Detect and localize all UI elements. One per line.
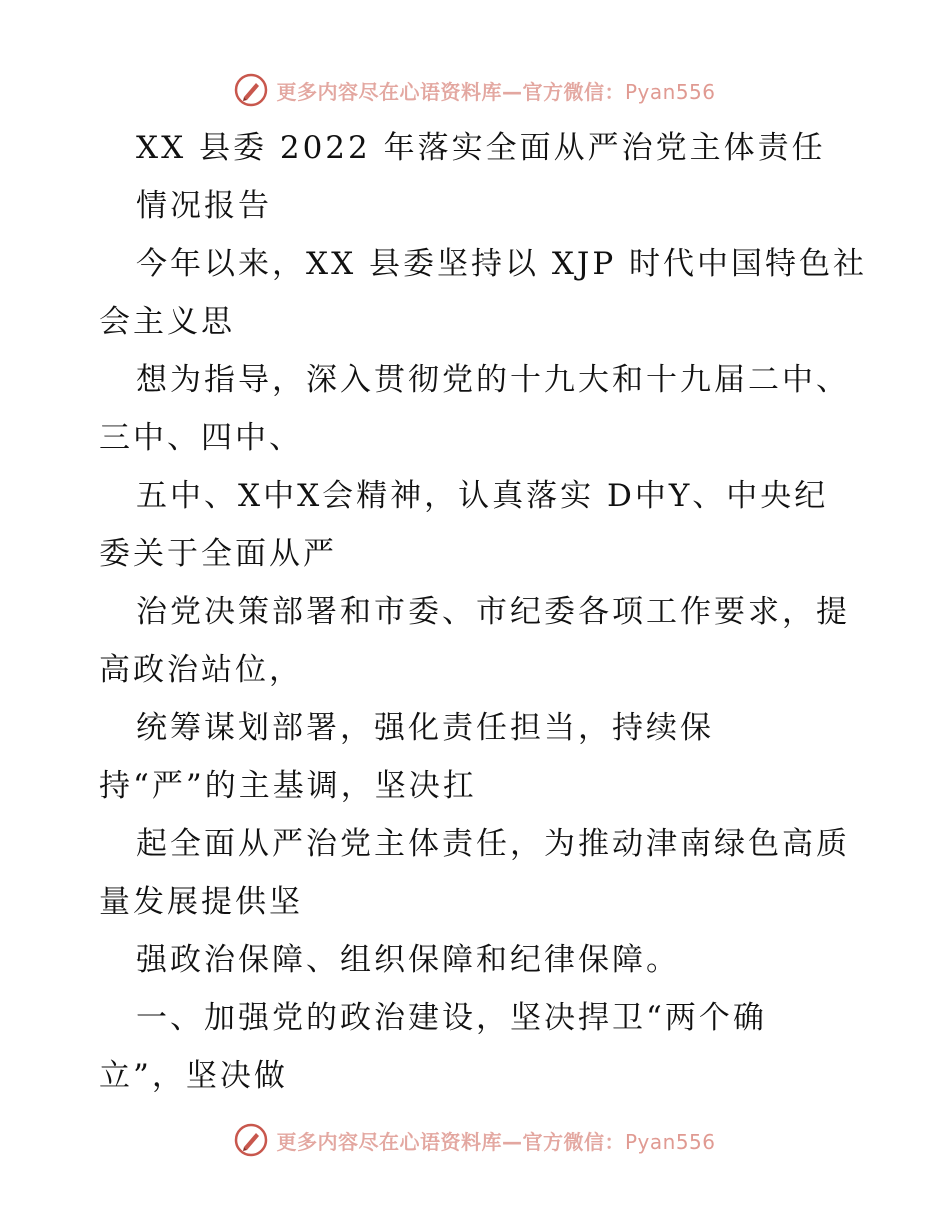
paragraph-line: 五中、X中X会精神，认真落实 D中Y、中央纪 bbox=[136, 478, 829, 514]
title-line-2: 情况报告 bbox=[136, 188, 272, 224]
paragraph-line: 量发展提供坚 bbox=[99, 884, 303, 920]
watermark-text: 更多内容尽在心语资料库—官方微信：Pyan556 bbox=[276, 79, 716, 104]
paragraph-line: 治党决策部署和市委、市纪委各项工作要求，提 bbox=[136, 594, 850, 630]
section-heading-line: 一、加强党的政治建设，坚决捍卫“两个确 bbox=[136, 1000, 767, 1036]
watermark-wechat-id: Pyan556 bbox=[624, 79, 716, 104]
paragraph-line: 今年以来，XX 县委坚持以 XJP 时代中国特色社 bbox=[136, 246, 868, 282]
paragraph-line: 高政治站位， bbox=[99, 652, 303, 688]
paragraph-line: 强政治保障、组织保障和纪律保障。 bbox=[136, 942, 680, 978]
watermark-wechat-id: Pyan556 bbox=[624, 1129, 716, 1154]
pen-logo-icon bbox=[234, 73, 268, 107]
title-line-1: XX 县委 2022 年落实全面从严治党主体责任 bbox=[136, 130, 826, 166]
paragraph-line: 委关于全面从严 bbox=[99, 536, 337, 572]
footer-watermark bbox=[0, 1120, 950, 1160]
paragraph-line: 统筹谋划部署，强化责任担当，持续保 bbox=[136, 710, 714, 746]
header-watermark bbox=[0, 70, 950, 110]
paragraph-line: 持“严”的主基调，坚决扛 bbox=[99, 768, 477, 804]
section-heading-line: 立”，坚决做 bbox=[99, 1058, 288, 1094]
paragraph-line: 三中、四中、 bbox=[99, 420, 303, 456]
paragraph-line: 想为指导，深入贯彻党的十九大和十九届二中、 bbox=[136, 362, 850, 398]
paragraph-line: 起全面从严治党主体责任，为推动津南绿色高质 bbox=[136, 826, 850, 862]
paragraph-line: 会主义思 bbox=[99, 304, 235, 340]
watermark-text: 更多内容尽在心语资料库—官方微信：Pyan556 bbox=[276, 1129, 716, 1154]
pen-logo-icon bbox=[234, 1123, 268, 1157]
